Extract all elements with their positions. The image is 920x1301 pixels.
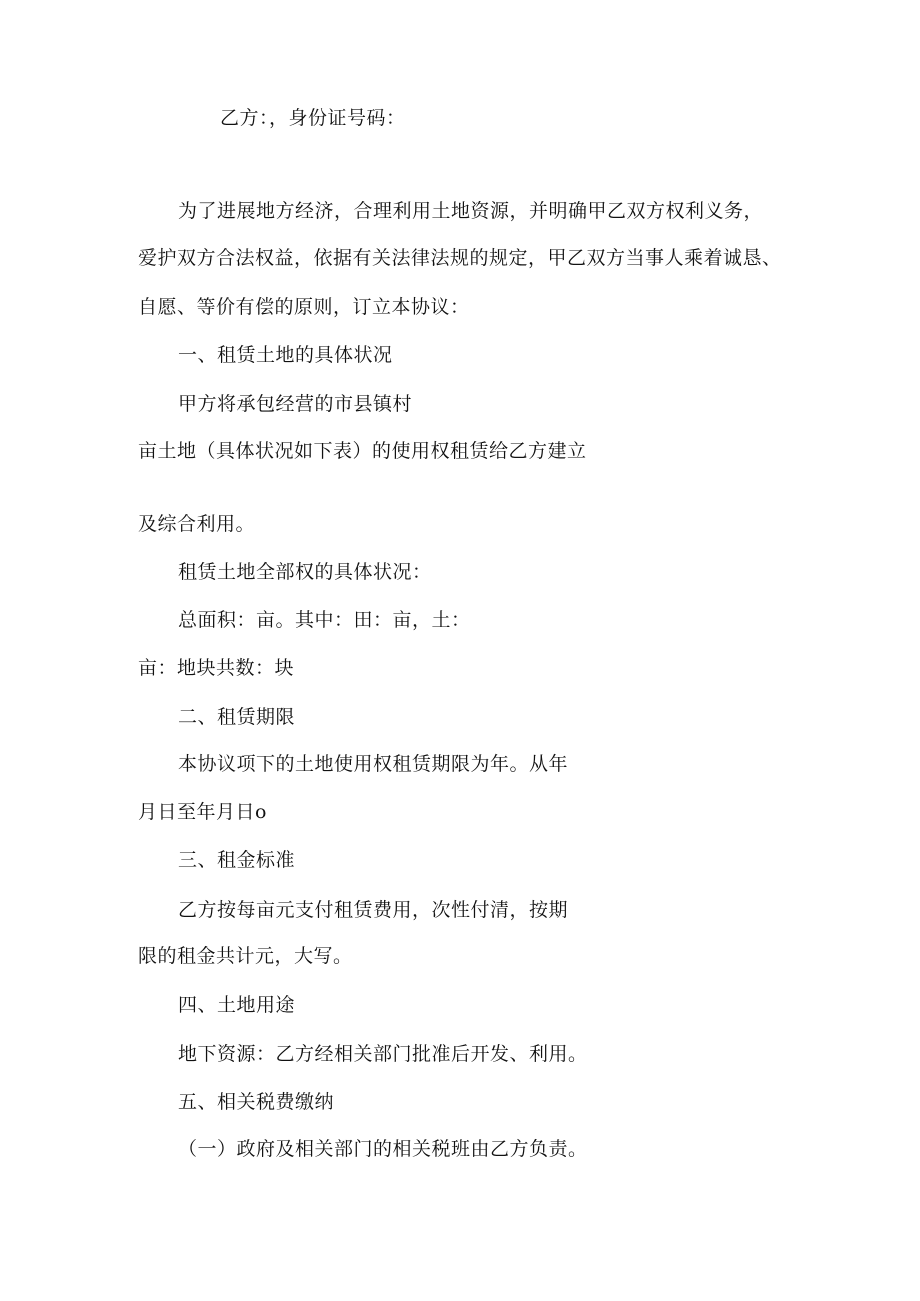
section-2-heading: 二、租赁期限 (178, 706, 296, 728)
section-4-heading: 四、土地用途 (178, 994, 296, 1016)
section-1-paragraph-line-1: 甲方将承包经营的市县镇村 (178, 393, 413, 415)
section-3-heading: 三、租金标准 (178, 849, 296, 871)
land-use-paragraph: 地下资源：乙方经相关部门批准后开发、利用。 (178, 1043, 588, 1065)
rent-line-2: 限的租金共计元，大写。 (138, 945, 353, 967)
section-1-paragraph-line-2: 亩土地（具体状况如下表）的使用权租赁给乙方建立 (138, 440, 587, 462)
intro-line-2: 爱护双方合法权益，依据有关法律法规的规定，甲乙双方当事人乘着诚恳、 (138, 247, 782, 269)
rent-line-1: 乙方按每亩元支付租赁费用，次性付清，按期 (178, 899, 569, 921)
party-b-line: 乙方：，身份证号码： (220, 107, 406, 129)
lease-term-line-1: 本协议项下的土地使用权租赁期限为年。从年 (178, 753, 569, 775)
section-5-heading: 五、相关税费缴纳 (178, 1091, 335, 1113)
tax-item-1: （一）政府及相关部门的相关税班由乙方负责。 (178, 1138, 588, 1160)
land-ownership-label: 租赁土地全部权的具体状况： (178, 561, 432, 583)
section-1-paragraph-line-3: 及综合利用。 (138, 513, 256, 535)
lease-term-line-2: 月日至年月日o (138, 801, 267, 823)
section-1-heading: 一、租赁土地的具体状况 (178, 344, 393, 366)
intro-line-1: 为了进展地方经济，合理利用土地资源，并明确甲乙双方权利义务， (178, 200, 764, 222)
intro-line-3: 自愿、等价有偿的原则，订立本协议： (138, 296, 470, 318)
total-area-line-2: 亩：地块共数：块 (138, 657, 295, 679)
total-area-line-1: 总面积：亩。其中：田：亩，土： (178, 609, 471, 631)
